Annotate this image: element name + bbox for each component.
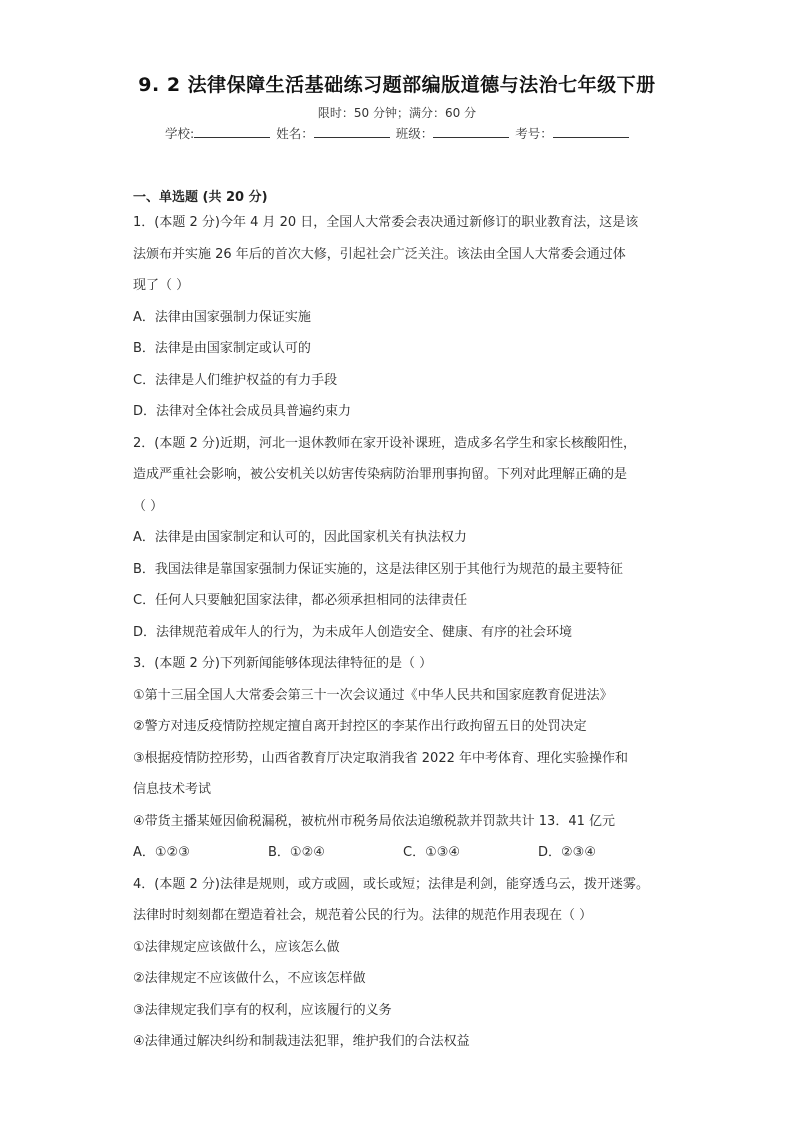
question-4-statement: ④法律通过解决纠纷和制裁违法犯罪，维护我们的合法权益 [133, 1034, 470, 1049]
class-label: 班级： [395, 126, 434, 141]
question-1-stem-line: 现了（ ） [133, 278, 190, 293]
questions [133, 207, 673, 1058]
question-4-stem-line: 法律时时刻刻都在塑造着社会，规范着公民的行为。法律的规范作用表现在（ ） [133, 908, 593, 923]
question-1-option-d: D．法律对全体社会成员具普遍约束力 [133, 404, 352, 419]
name-blank [314, 125, 390, 138]
question-3-option-b: B．①②④ [268, 845, 325, 860]
question-3-stem-line: 3．(本题 2 分)下列新闻能够体现法律特征的是（ ） [133, 656, 433, 671]
question-4-statement: ③法律规定我们享有的权利，应该履行的义务 [133, 1002, 392, 1018]
question-2-stem-line: 造成严重社会影响，被公安机关以妨害传染病防治罪刑事拘留。下列对此理解正确的是 [133, 467, 628, 482]
question-3-option-d: D．②③④ [538, 845, 596, 860]
question-3-options [133, 837, 673, 869]
question-1-stem-line: 法颁布并实施 26 年后的首次大修，引起社会广泛关注。该法由全国人大常委会通过体 [133, 246, 626, 262]
question-3-statement: ②警方对违反疫情防控规定擅自离开封控区的李某作出行政拘留五日的处罚决定 [133, 719, 587, 734]
section-title: 一、单选题 (共 20 分) [133, 190, 268, 205]
question-3-statement: ④带货主播某娅因偷税漏税，被杭州市税务局依法追缴税款并罚款共计 13．41 亿元 [133, 813, 616, 829]
question-2-option-c: C．任何人只要触犯国家法律，都必须承担相同的法律责任 [133, 593, 468, 608]
question-2-option-b: B．我国法律是靠国家强制力保证实施的，这是法律区别于其他行为规范的最主要特征 [133, 561, 623, 577]
page-title: 9. 2 法律保障生活基础练习题部编版道德与法治七年级下册 [138, 74, 656, 96]
question-3-statement: ③根据疫情防控形势，山西省教育厅决定取消我省 2022 年中考体育、理化实验操作和 [133, 750, 629, 766]
school-blank [194, 125, 270, 138]
question-3-option-a: A．①②③ [133, 845, 190, 860]
question-2-option-d: D．法律规范着成年人的行为，为未成年人创造安全、健康、有序的社会环境 [133, 624, 573, 640]
question-3-option-c: C．①③④ [403, 845, 461, 860]
question-2-stem-line: 2．(本题 2 分)近期，河北一退休教师在家开设补课班，造成多名学生和家长核酸阳性， [133, 435, 636, 451]
student-info-row [165, 124, 631, 142]
question-3-statement: 信息技术考试 [133, 782, 212, 797]
exam-meta: 限时：50 分钟；满分：60 分 [317, 106, 477, 120]
question-4-statement: ②法律规定不应该做什么，不应该怎样做 [133, 971, 366, 986]
question-1-stem-line: 1．(本题 2 分)今年 4 月 20 日，全国人大常委会表决通过新修订的职业教育法，这是该 [133, 215, 639, 230]
question-4-stem-line: 4．(本题 2 分)法律是规则，或方或圆，或长或短；法律是利剑，能穿透乌云，拨开迷雾。 [133, 876, 649, 892]
question-1-option-c: C．法律是人们维护权益的有力手段 [133, 372, 338, 388]
question-4-statement: ①法律规定应该做什么，应该怎么做 [133, 939, 340, 955]
question-2-option-a: A．法律是由国家制定和认可的，因此国家机关有执法权力 [133, 530, 467, 545]
class-blank [433, 125, 509, 138]
school-label: 学校: [165, 126, 195, 141]
question-1-option-b: B．法律是由国家制定或认可的 [133, 341, 311, 356]
question-1-option-a: A．法律由国家强制力保证实施 [133, 309, 311, 325]
exam-number-blank [553, 125, 629, 138]
exam-number-label: 考号： [515, 126, 553, 141]
question-3-statement: ①第十三届全国人大常委会第三十一次会议通过《中华人民共和国家庭教育促进法》 [133, 687, 613, 703]
name-label: 姓名： [276, 126, 314, 141]
question-2-stem-line: （ ） [133, 498, 164, 514]
